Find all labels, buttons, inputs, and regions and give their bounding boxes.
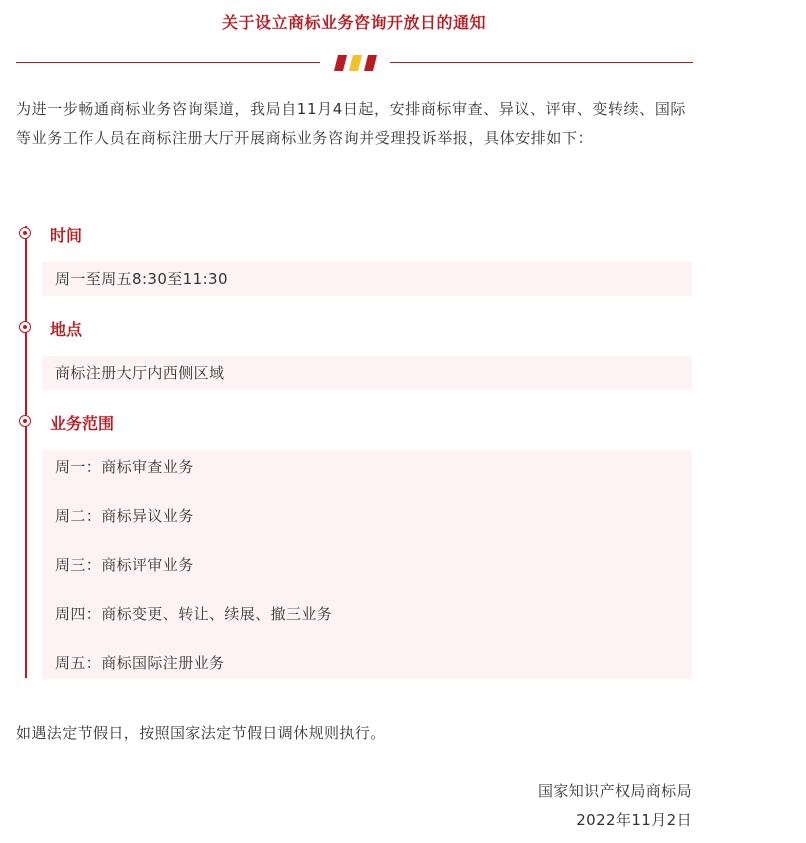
ornament-bar-red — [364, 55, 377, 71]
timeline-line — [25, 226, 27, 678]
timeline-dot-icon — [19, 415, 31, 427]
section-box-scope — [42, 450, 692, 679]
holiday-note: 如遇法定节假日，按照国家法定节假日调休规则执行。 — [16, 724, 386, 742]
list-item: 周一：商标审查业务 — [55, 458, 194, 476]
list-item: 周三：商标评审业务 — [55, 556, 194, 574]
list-item: 周五：商标国际注册业务 — [55, 654, 225, 672]
divider-ornament — [334, 55, 378, 71]
ornament-bar-red — [334, 55, 347, 71]
list-item: 周二：商标异议业务 — [55, 507, 194, 525]
divider-line-right — [390, 62, 693, 63]
signature-org: 国家知识产权局商标局 — [537, 782, 692, 800]
section-title-scope: 业务范围 — [50, 414, 115, 433]
divider-line-left — [16, 62, 320, 63]
timeline-dot-icon — [19, 227, 31, 239]
title-divider — [16, 54, 693, 72]
list-item: 商标注册大厅内西侧区域 — [55, 364, 225, 382]
intro-paragraph: 为进一步畅通商标业务咨询渠道，我局自11月4日起，安排商标审查、异议、评审、变转续、国际等业务工作人员在商标注册大厅开展商标业务咨询并受理投诉举报，具体安排如下： — [16, 100, 687, 147]
list-item: 周一至周五8:30至11:30 — [55, 270, 228, 288]
signature-date: 2022年11月2日 — [576, 811, 692, 829]
section-title-time: 时间 — [50, 226, 83, 245]
section-title-location: 地点 — [50, 320, 83, 339]
notice-title: 关于设立商标业务咨询开放日的通知 — [221, 13, 486, 32]
section-box-location — [42, 356, 692, 390]
timeline-dot-icon — [19, 321, 31, 333]
section-box-time — [42, 262, 692, 296]
list-item: 周四：商标变更、转让、续展、撤三业务 — [55, 605, 333, 623]
ornament-bar-yellow — [349, 55, 362, 71]
